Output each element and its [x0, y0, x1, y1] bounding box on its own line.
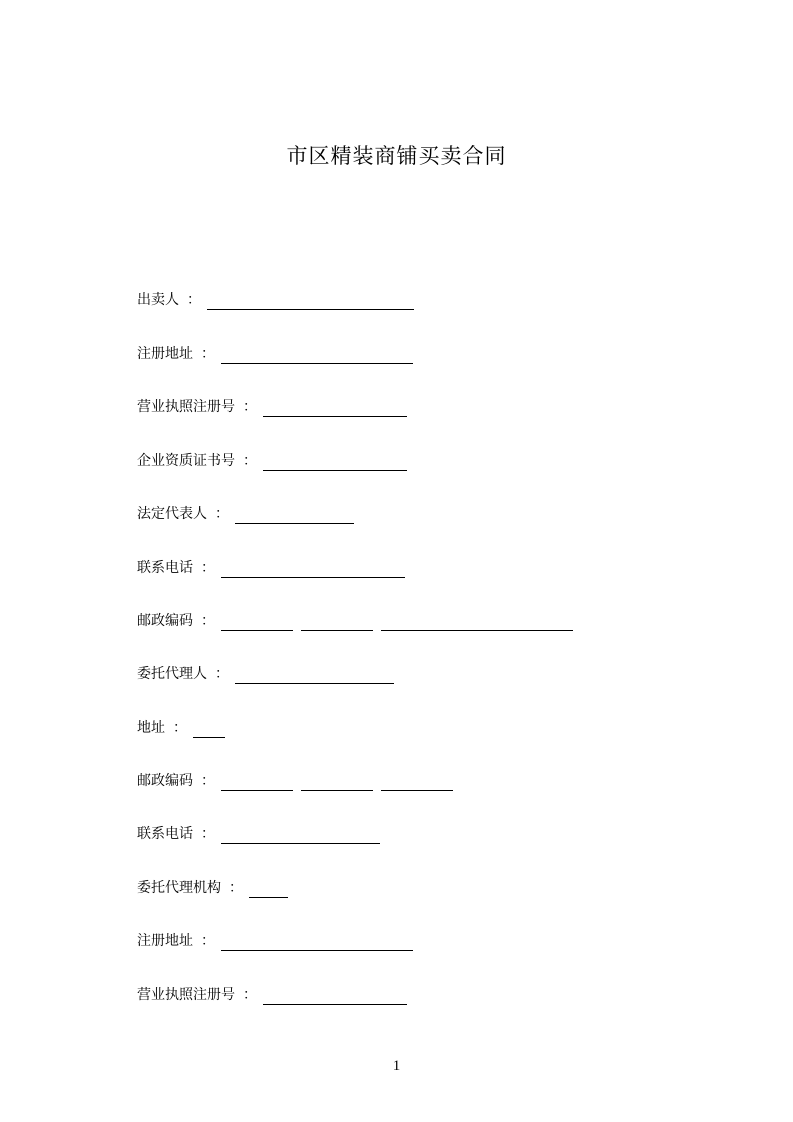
- phone-field: [137, 558, 405, 580]
- agency-blank[interactable]: [249, 879, 288, 898]
- agent-postal-code-blank-3[interactable]: [381, 772, 453, 791]
- field-colon: ：: [243, 399, 257, 415]
- document-title: 市区精装商铺买卖合同: [286, 144, 507, 168]
- authorized-agent-field: [137, 664, 394, 686]
- phone-blank[interactable]: [221, 559, 405, 578]
- agent-postal-code-blank-2[interactable]: [301, 772, 373, 791]
- field-colon: ：: [215, 666, 229, 682]
- field-colon: ：: [201, 560, 215, 576]
- qualification-certificate-blank[interactable]: [263, 452, 407, 471]
- field-label: 营业执照注册号: [137, 987, 235, 1003]
- postal-code-blank-1[interactable]: [221, 612, 293, 631]
- field-colon: ：: [243, 987, 257, 1003]
- postal-code-field: [137, 611, 573, 633]
- qualification-certificate-field: [137, 451, 407, 473]
- business-license-field: [137, 397, 407, 419]
- field-label: 邮政编码: [137, 613, 193, 629]
- agent-phone-field: [137, 824, 380, 846]
- legal-representative-blank[interactable]: [235, 505, 354, 524]
- field-label: 营业执照注册号: [137, 399, 235, 415]
- agency-business-license-field: [137, 985, 407, 1007]
- authorized-agent-blank[interactable]: [235, 665, 394, 684]
- field-colon: ：: [201, 773, 215, 789]
- field-colon: ：: [201, 346, 215, 362]
- agency-field: [137, 878, 288, 900]
- field-label: 注册地址: [137, 346, 193, 362]
- field-label: 出卖人: [137, 292, 179, 308]
- field-colon: ：: [187, 292, 201, 308]
- field-label: 注册地址: [137, 933, 193, 949]
- field-label: 地址: [137, 720, 165, 736]
- agent-phone-blank[interactable]: [221, 825, 380, 844]
- postal-code-blank-3[interactable]: [381, 612, 573, 631]
- field-label: 联系电话: [137, 826, 193, 842]
- seller-blank[interactable]: [207, 291, 414, 310]
- agent-postal-code-field: [137, 771, 453, 793]
- postal-code-blank-2[interactable]: [301, 612, 373, 631]
- field-colon: ：: [201, 933, 215, 949]
- field-colon: ：: [201, 826, 215, 842]
- registered-address-blank[interactable]: [221, 345, 413, 364]
- agent-postal-code-blank-1[interactable]: [221, 772, 293, 791]
- address-blank[interactable]: [193, 719, 225, 738]
- field-label: 委托代理机构: [137, 880, 221, 896]
- page-number: 1: [392, 1058, 401, 1074]
- field-label: 邮政编码: [137, 773, 193, 789]
- agency-registered-address-blank[interactable]: [221, 932, 413, 951]
- field-label: 法定代表人: [137, 506, 207, 522]
- agency-business-license-blank[interactable]: [263, 986, 407, 1005]
- field-label: 企业资质证书号: [137, 453, 235, 469]
- agency-registered-address-field: [137, 931, 413, 953]
- registered-address-field: [137, 344, 413, 366]
- field-label: 委托代理人: [137, 666, 207, 682]
- field-colon: ：: [229, 880, 243, 896]
- field-colon: ：: [173, 720, 187, 736]
- field-label: 联系电话: [137, 560, 193, 576]
- field-colon: ：: [201, 613, 215, 629]
- seller-field: [137, 290, 414, 312]
- field-colon: ：: [243, 453, 257, 469]
- business-license-blank[interactable]: [263, 398, 407, 417]
- legal-representative-field: [137, 504, 354, 526]
- address-field: [137, 718, 225, 740]
- field-colon: ：: [215, 506, 229, 522]
